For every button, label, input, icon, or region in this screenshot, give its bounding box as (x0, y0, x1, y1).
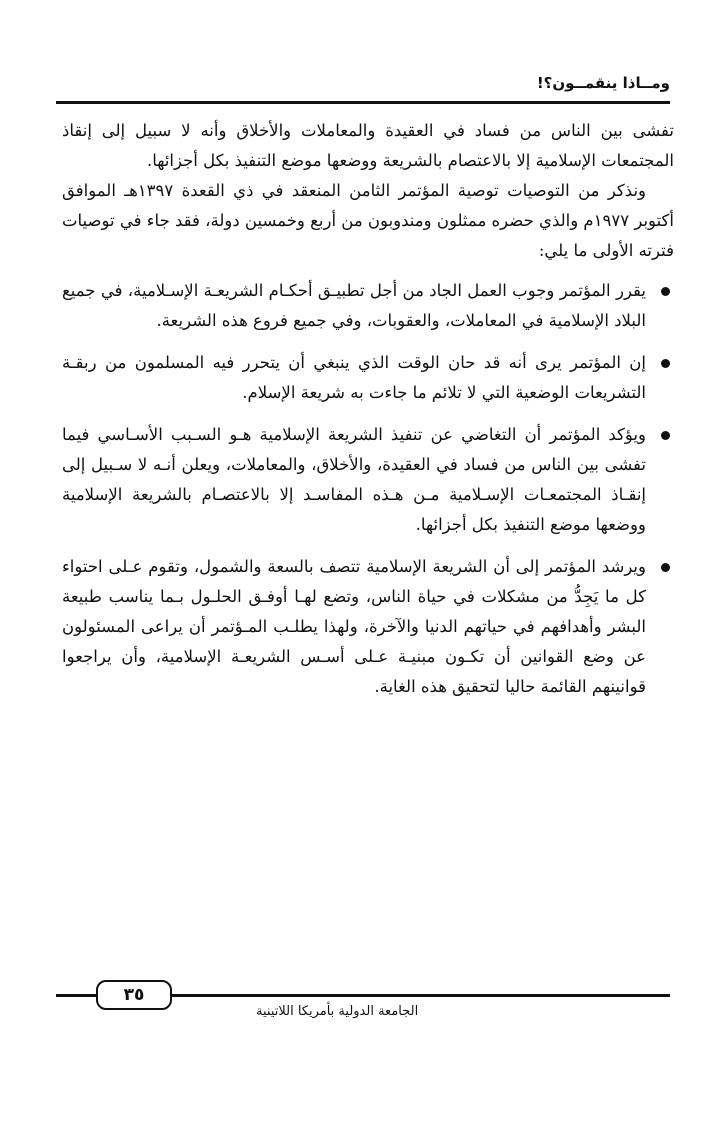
bullet-icon (661, 431, 670, 440)
page-number: ٣٥ (96, 980, 172, 1010)
list-item-text: إن المؤتمر يرى أنه قد حان الوقت الذي ينبغي أن يتحرر فيه المسلمون من ربقـة التشريعات الوضعية التي لا تلائم ما جاءت به شريعة الإسلام. (62, 353, 646, 402)
list-item (62, 276, 674, 336)
page-header (56, 70, 670, 104)
body-paragraph: ونذكر من التوصيات توصية المؤتمر الثامن المنعقد في ذي القعدة ١٣٩٧هـ الموافق أكتوبر ١٩٧٧م والذي حضره ممثلون ومندوبون من أربع وخمسين دولة، فقد جاء في توصيات فترته الأولى ما يلي: (61, 181, 674, 260)
list-item-text: يقرر المؤتمر وجوب العمل الجاد من أجل تطبيـق أحكـام الشريعـة الإسـلامية، في جميع البلاد الإسلامية في المعاملات، والعقوبات، وفي جميع فروع هذه الشريعة. (62, 281, 646, 330)
page-footer (56, 974, 670, 1034)
list-item-text: ويؤكد المؤتمر أن التغاضي عن تنفيذ الشريعة الإسلامية هـو السـبب الأسـاسي فيما تفشى بين الناس من فساد في العقيدة، والأخلاق، والمعاملات، ويعلن أنـه لا سـبيل إلى إنقـاذ المجتمعـات الإسـلامية مـن هـذه المفاسـد إلا بالاعتصـام بالشريعة الإسلامية ووضعها موضع التنفيذ بكل أجزائها. (62, 425, 646, 534)
list-item-text: ويرشد المؤتمر إلى أن الشريعة الإسلامية تتصف بالسعة والشمول، وتقوم عـلى احتواء كل ما يَجِدُّ من مشكلات في حياة الناس، وتضع لهـا أوفـق الحلـول بـما يناسب طبيعة البشر وأهدافهم في حياتهم الدنيا والآخرة، ولهذا يطلـب المـؤتمر أن يراعى المسئولون عن وضع القوانين أن تكـون مبنيـة عـلى أسـس الشريعـة الإسلامية، وأن يراجعوا قوانينهم القائمة حاليا لتحقيق هذه الغاية. (62, 557, 646, 696)
running-title: ومــاذا ينقمــون؟! (536, 74, 670, 92)
body-paragraph: تفشى بين الناس من فساد في العقيدة والمعاملات والأخلاق وأنه لا سبيل إلى إنقاذ المجتمعات الإسلامية إلا بالاعتصام بالشريعة ووضعها موضع التنفيذ بكل أجزائها. (62, 121, 674, 170)
page-body (62, 116, 674, 714)
publisher-credit: الجامعة الدولية بأمريكا اللاتينية (256, 1004, 419, 1019)
bullet-icon (661, 287, 670, 296)
list-item (62, 420, 674, 540)
bullet-icon (661, 563, 670, 572)
bullet-icon (661, 359, 670, 368)
recommendations-list (62, 276, 674, 702)
list-item (62, 552, 674, 702)
list-item (62, 348, 674, 408)
header-divider (56, 101, 670, 104)
